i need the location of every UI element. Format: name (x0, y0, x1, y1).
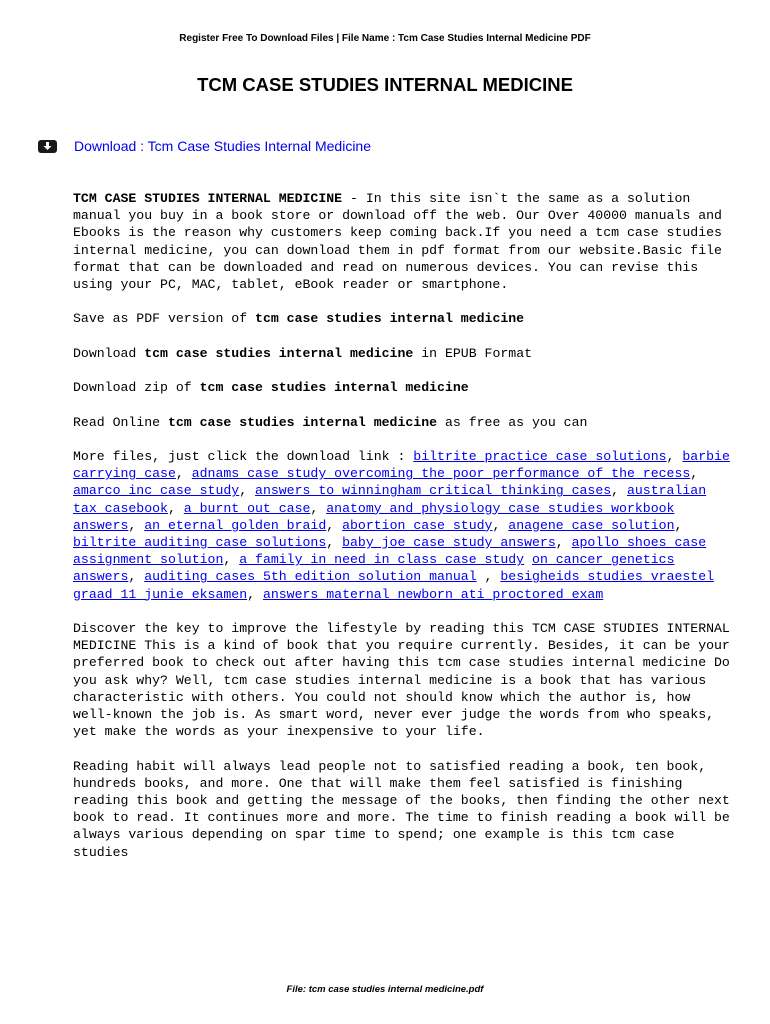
more-file-link[interactable]: answers to winningham critical thinking cases (255, 483, 612, 499)
read-online-prefix: Read Online (73, 414, 168, 430)
more-file-link[interactable]: anatomy and physiology case studies workbook answers (73, 500, 675, 533)
read-online-bold: tcm case studies internal medicine (167, 414, 438, 430)
more-file-link[interactable]: on cancer genetics answers (73, 552, 675, 585)
more-file-link[interactable]: an eternal golden braid (144, 517, 327, 533)
more-file-link[interactable]: answers maternal newborn ati proctored exam (262, 586, 604, 602)
body-paragraph: Discover the key to improve the lifestyle by reading this TCM CASE STUDIES INTERNAL MEDICINE This is a kind of book that you require currently. Besides, it can be your preferred book to check out after having this tcm case studies internal medicine Do you ask why? Well, tcm case studies internal medicine is a book that has various characteristic with others. You could not should know which the author is, how well-known the job is. As smart word, never ever judge the words from who speaks, yet make the words as your inexpensive to your life. (73, 620, 730, 740)
zip-bold: tcm case studies internal medicine (199, 380, 469, 396)
more-file-link[interactable]: baby joe case study answers (342, 534, 556, 550)
intro-paragraph (73, 190, 733, 293)
more-file-link[interactable]: a family in need in class case study (239, 552, 525, 568)
download-link[interactable]: Download : Tcm Case Studies Internal Medicine (74, 138, 372, 154)
page-title: TCM CASE STUDIES INTERNAL MEDICINE (197, 74, 573, 95)
read-online-line (73, 414, 733, 431)
more-file-link[interactable]: apollo shoes case assignment solution (73, 534, 707, 568)
more-file-link[interactable]: amarco inc case study (73, 483, 240, 499)
zip-line (73, 379, 733, 396)
body-paragraph: Reading habit will always lead people not to satisfied reading a book, ten book, hundreds books, and more. One that will make them feel satisfied is finishing reading this book and getting the message of the books, then finding the other next book to read. It continues more and more. The time to finish reading a book will be always various depending on spar time to spend; one example is this tcm case studies (73, 758, 730, 860)
save-pdf-line (73, 310, 733, 327)
document-body (73, 190, 733, 878)
more-files-paragraph: More files, just click the download link : biltrite practice case solutions, barbie carrying case, adnams case study overcoming the poor performance of the recess, amarco inc case study, answers to winningham critical thinking cases, australian tax casebook, a burnt out case, anatomy and physiology case studies workbook answers, an eternal golden braid, abortion case study, anagene case solution, biltrite auditing case solutions, baby joe case study answers, apollo shoes case assignment solution, a family in need in class case study on cancer genetics answers, auditing cases 5th edition solution manual , besigheids studies vraestel graad 11 junie eksamen, answers maternal newborn ati proctored exam (73, 448, 730, 602)
epub-bold: tcm case studies internal medicine (144, 345, 414, 361)
more-files-intro: More files, just click the download link : (73, 448, 414, 464)
more-file-link[interactable]: barbie carrying case (73, 448, 730, 482)
save-pdf-bold: tcm case studies internal medicine (255, 311, 525, 327)
download-icon[interactable] (38, 140, 57, 153)
save-pdf-prefix: Save as PDF version of (73, 311, 256, 327)
intro-title: TCM CASE STUDIES INTERNAL MEDICINE (73, 191, 343, 206)
file-footer: File: tcm case studies internal medicine.pdf (286, 984, 484, 995)
epub-line (73, 345, 733, 362)
zip-prefix: Download zip of (73, 380, 200, 396)
more-file-link[interactable]: anagene case solution (508, 517, 675, 533)
read-online-suffix: as free as you can (437, 414, 588, 430)
epub-prefix: Download (73, 345, 145, 361)
download-row (38, 137, 728, 157)
more-file-link[interactable]: biltrite practice case solutions (413, 448, 667, 464)
more-file-link[interactable]: auditing cases 5th edition solution manual (144, 569, 477, 585)
more-file-link[interactable]: biltrite auditing case solutions (73, 534, 327, 550)
more-file-link[interactable]: abortion case study (342, 517, 493, 533)
more-file-link[interactable]: australian tax casebook (73, 483, 707, 516)
file-name-header: Register Free To Download Files | File Name : Tcm Case Studies Internal Medicine PDF (179, 33, 591, 44)
epub-suffix: in EPUB Format (413, 345, 533, 361)
more-file-link[interactable]: adnams case study overcoming the poor performance of the recess (191, 466, 691, 482)
intro-text: - In this site isn`t the same as a solution manual you buy in a book store or download off the web. Our Over 40000 manuals and Ebooks is the reason why customers keep coming back.If you need a tcm case studies internal medicine, you can download them in pdf format from our website.Basic file format that can be downloaded and read on numerous devices. You can revise this using your PC, MAC, tablet, eBook reader or smartphone. (73, 191, 722, 293)
more-file-link[interactable]: besigheids studies vraestel graad 11 junie eksamen (73, 569, 715, 602)
more-file-link[interactable]: a burnt out case (183, 500, 311, 516)
